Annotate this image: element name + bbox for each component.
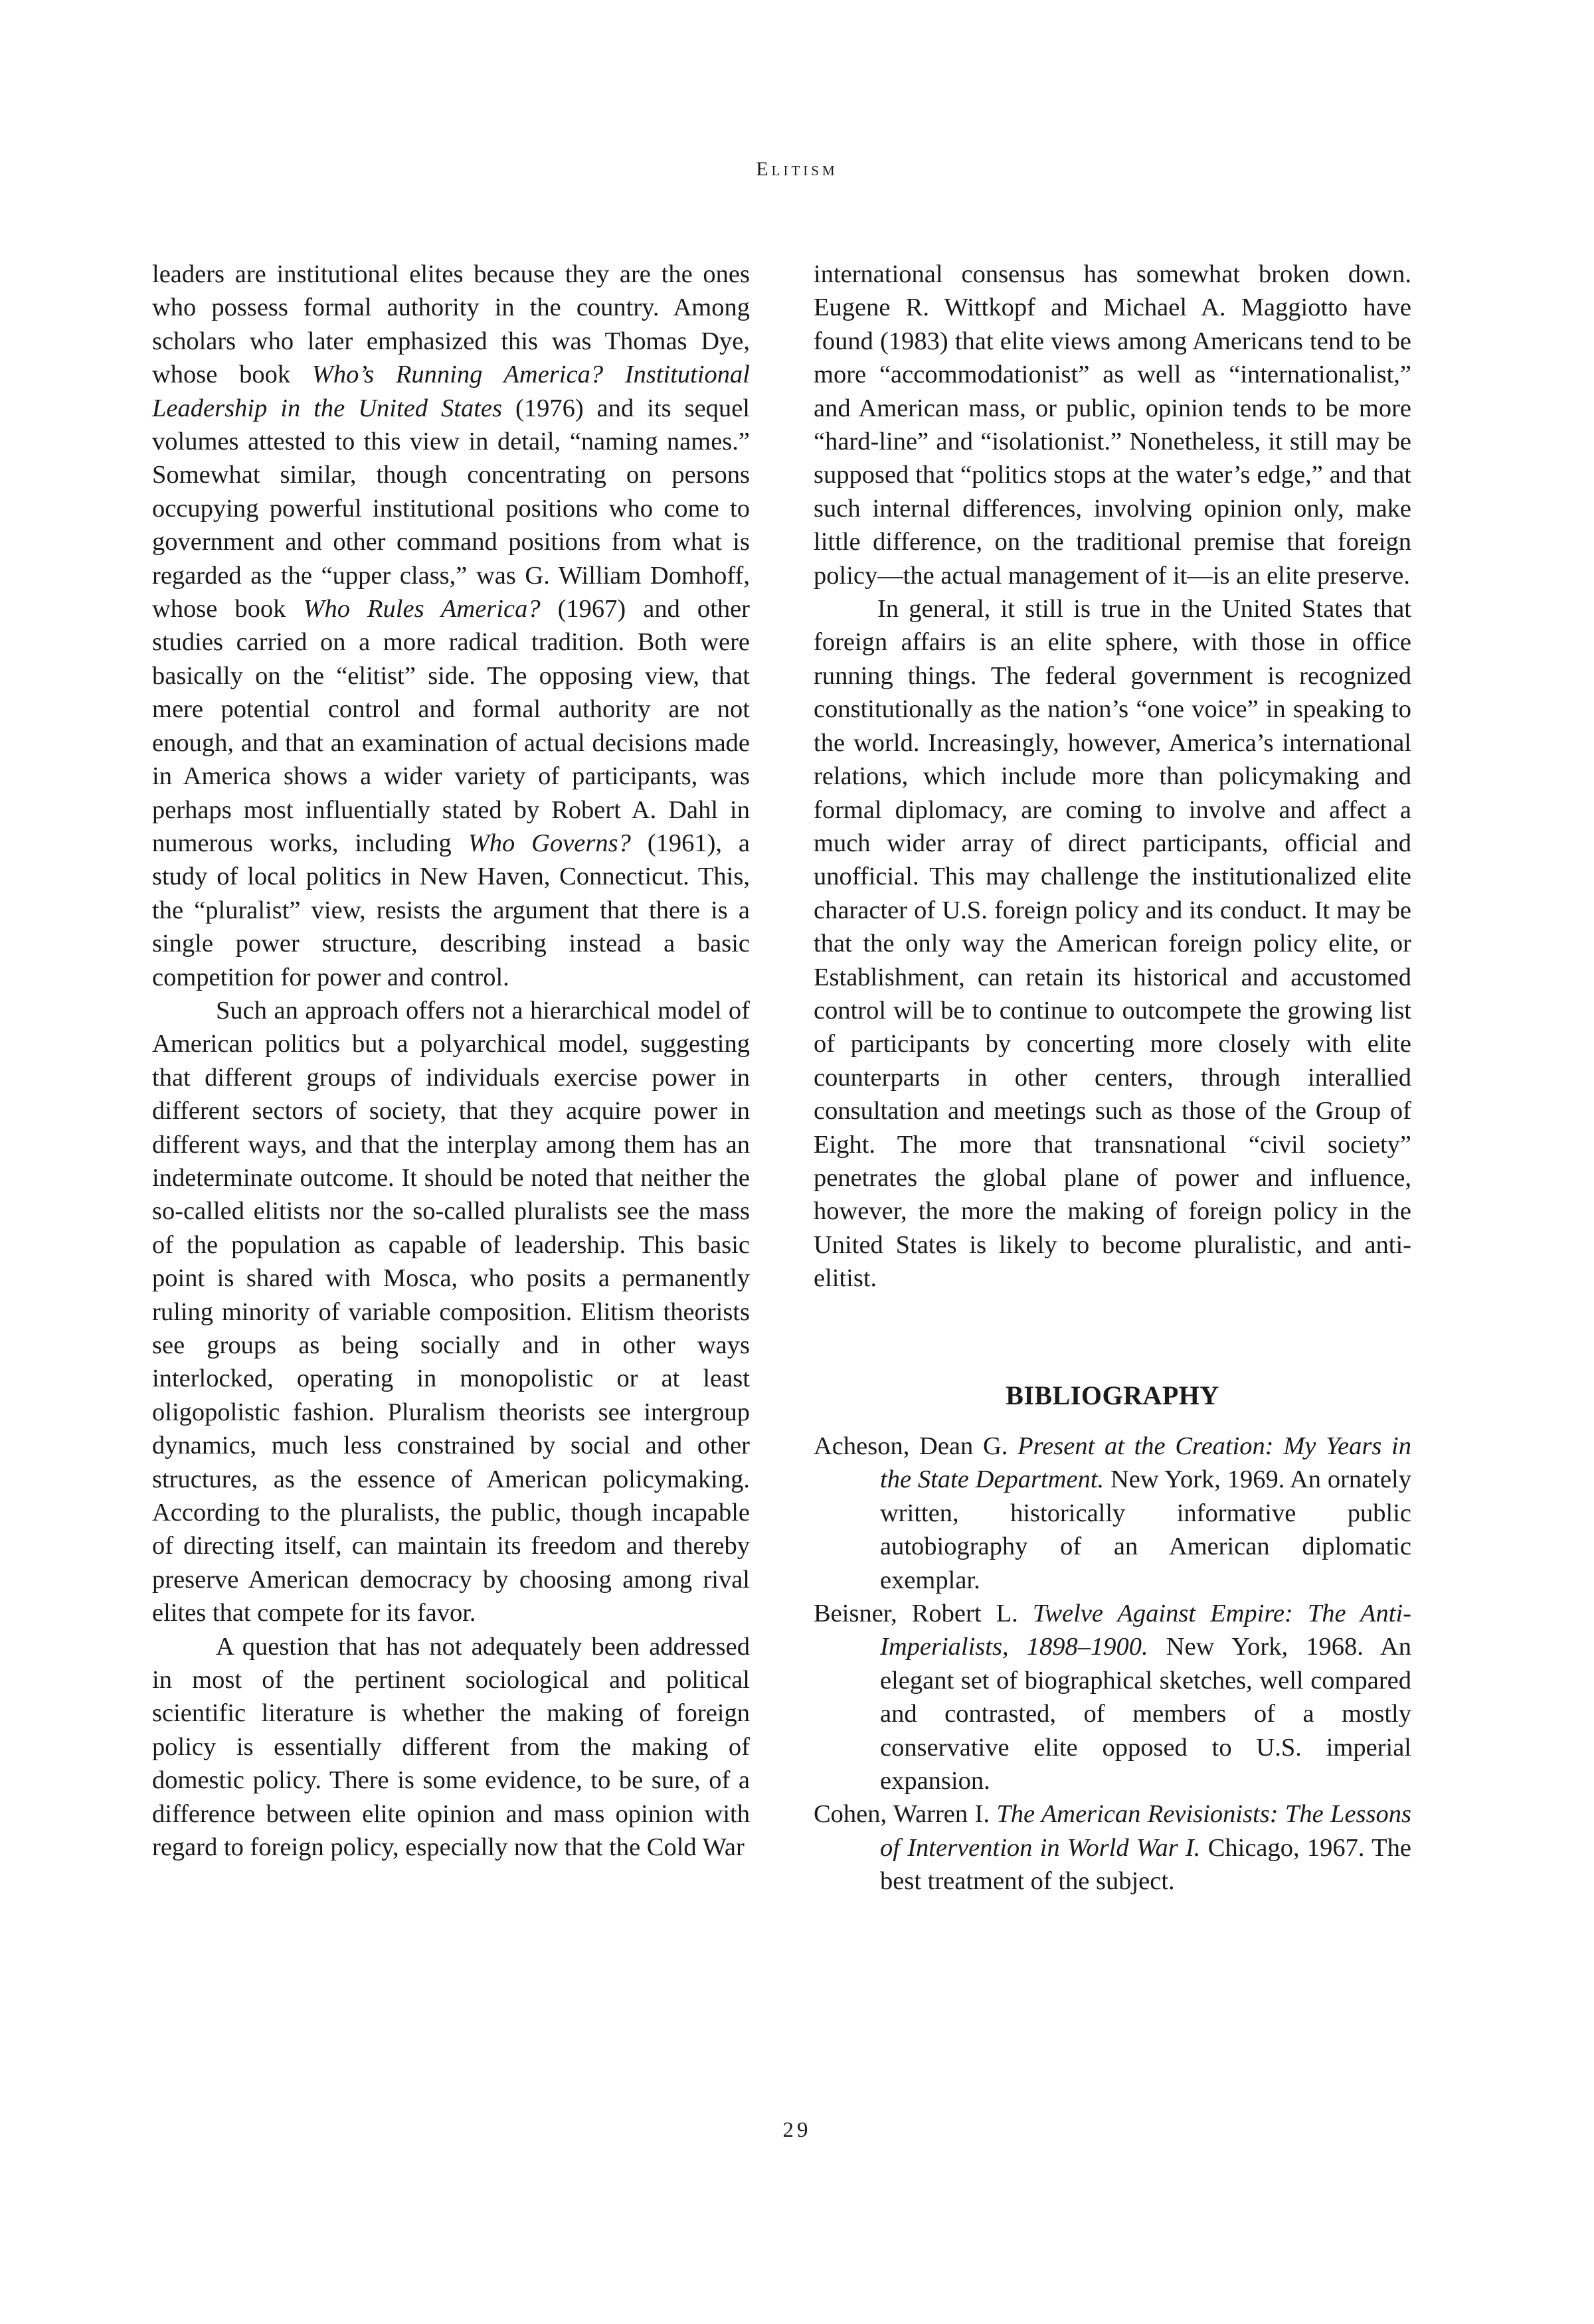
paragraph-5: In general, it still is true in the United States that foreign affairs is an elite sphere, with those in office running things. The federal government is recognized constitutionally as the nation’s “one voice” in speaking to the world. Increasingly, however, America’s international relations, which include more than policymaking and formal diplomacy, are coming to involve and affect a much wider array of direct participants, official and unofficial. This may challenge the institutionalized elite character of U.S. foreign policy and its conduct. It may be that the only way the American foreign policy elite, or Establishment, can retain its historical and accustomed control will be to continue to outcompete the growing list of participants by concerting more closely with elite counterparts in other centers, through interallied consultation and meetings such as those of the Group of Eight. The more that transnational “civil society” penetrates the global plane of power and influence, however, the more the making of foreign policy in the United States is likely to become pluralistic, and anti-elitist. bbox=[814, 595, 1411, 1293]
page-number: 29 bbox=[782, 2118, 812, 2142]
paragraph-2: Such an approach offers not a hierarchical model of American politics but a polyarchical model, suggesting that different groups of individuals exercise power in different sectors of society, that they acquire power in different ways, and that the interplay among them has an indeterminate outcome. It should be noted that neither the so-called elitists nor the so-called pluralists see the mass of the population as capable of leadership. This basic point is shared with Mosca, who posits a permanently ruling minority of variable composition. Elitism theorists see groups as being socially and in other ways interlocked, operating in monopolistic or at least oligopolistic fashion. Pluralism theorists see intergroup dynamics, much less constrained by social and other structures, as the essence of American policymaking. According to the pluralists, the public, though incapable of directing itself, can maintain its freedom and thereby preserve American democracy by choosing among rival elites that compete for its favor. bbox=[152, 996, 750, 1627]
italic-title: Who’s Running America? Institutional Leadership in the United States bbox=[152, 361, 751, 422]
italic-title: The American Revisionists: The Lessons of Intervention in World War I. bbox=[880, 1800, 1411, 1862]
italic-title: Who Rules America? bbox=[303, 595, 541, 623]
italic-title: Present at the Creation: My Years in the State Department. bbox=[880, 1432, 1412, 1494]
right-column bbox=[814, 258, 1411, 1898]
italic-title: Who Governs? bbox=[468, 829, 631, 857]
bibliography-entry-beisner: Beisner, Robert L. Twelve Against Empire: The Anti-Imperialists, 1898–1900. New York, 1968. An elegant set of biographical sketches, well compared and contrasted, of members of a mostly conservative elite opposed to U.S. imperial expansion. bbox=[814, 1600, 1412, 1795]
bibliography-entry-cohen: Cohen, Warren I. The American Revisionists: The Lessons of Intervention in World War I. Chicago, 1967. The best treatment of the subject. bbox=[814, 1800, 1411, 1896]
bibliography-entry-acheson: Acheson, Dean G. Present at the Creation: My Years in the State Department. New York, 1969. An ornately written, historically informative public autobiography of an American diplomatic exemplar. bbox=[814, 1432, 1412, 1594]
bibliography-heading: BIBLIOGRAPHY bbox=[1006, 1380, 1219, 1410]
left-column bbox=[152, 258, 750, 1865]
paragraph-4: international consensus has somewhat broken down. Eugene R. Wittkopf and Michael A. Maggiotto have found (1983) that elite views among Americans tend to be more “accommodationist” as well as “internationalist,” and American mass, or public, opinion tends to be more “hard-line” and “isolationist.” Nonetheless, it still may be supposed that “politics stops at the water’s edge,” and that such internal differences, involving opinion only, make little difference, on the traditional premise that foreign policy—the actual management of it—is an elite preserve. bbox=[814, 260, 1411, 590]
running-head: Elitism bbox=[756, 158, 838, 180]
paragraph-3: A question that has not adequately been addressed in most of the pertinent sociological and political scientific literature is whether the making of foreign policy is essentially different from the making of domestic policy. There is some evidence, to be sure, of a difference between elite opinion and mass opinion with regard to foreign policy, especially now that the Cold War bbox=[152, 1632, 750, 1862]
paragraph-1: leaders are institutional elites because they are the ones who possess formal authority in the country. Among scholars who later emphasized this was Thomas Dye, whose book Who’s Running America? Institutional Leadership in the United States (1976) and its sequel volumes attested to this view in detail, “naming names.” Somewhat similar, though concentrating on persons occupying powerful institutional positions who come to government and other command positions from what is regarded as the “upper class,” was G. William Domhoff, whose book Who Rules America? (1967) and other studies carried on a more radical tradition. Both were basically on the “elitist” side. The opposing view, that mere potential control and formal authority are not enough, and that an examination of actual decisions made in America shows a wider variety of participants, was perhaps most influentially stated by Robert A. Dahl in numerous works, including Who Governs? (1961), a study of local politics in New Haven, Connecticut. This, the “pluralist” view, resists the argument that there is a single power structure, describing instead a basic competition for power and control. bbox=[152, 260, 751, 991]
italic-title: Twelve Against Empire: The Anti-Imperialists, 1898–1900. bbox=[880, 1600, 1411, 1661]
